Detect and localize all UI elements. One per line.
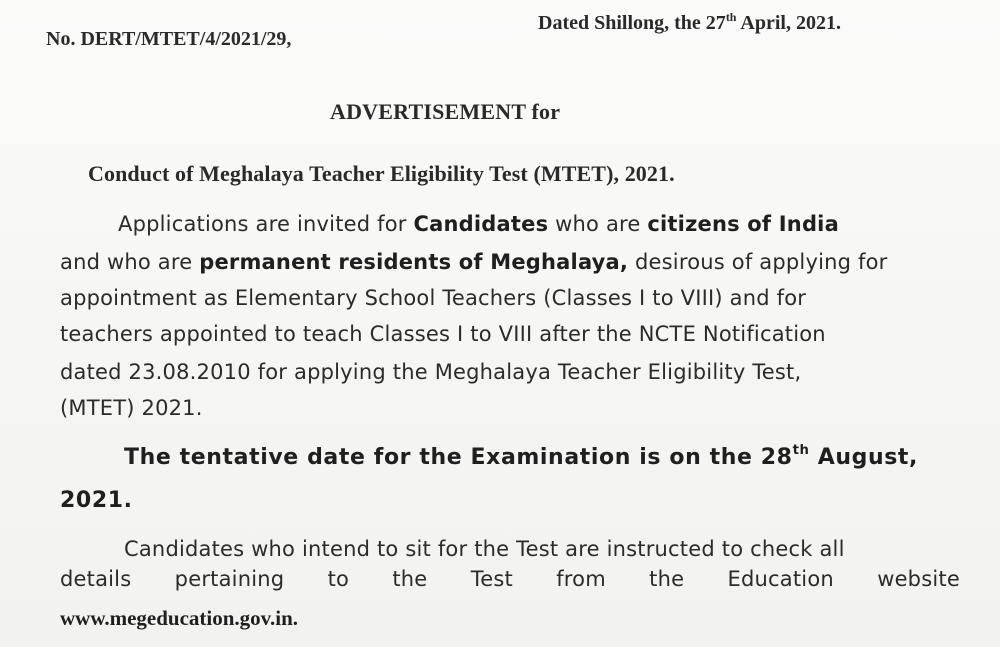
paragraph2-line2 (60, 567, 960, 591)
education-website: www.megeducation.gov.in. (60, 606, 299, 630)
p2-word: to (327, 567, 350, 591)
tentative-date-line2: 2021. (60, 488, 133, 513)
paragraph1-line1 (118, 212, 839, 236)
p1-l2-c: desirous of applying for (628, 250, 888, 274)
tentative-prefix: The tentative date for the Examination is on the 28 (124, 445, 793, 470)
dated-line (538, 12, 841, 35)
reference-number: No. DERT/MTET/4/2021/29, (46, 28, 292, 50)
p1-l1-candidates: Candidates (413, 212, 549, 236)
p1-l1-a: Applications are invited for (118, 212, 414, 236)
paragraph1-line6: (MTET) 2021. (60, 396, 203, 420)
dated-suffix: April, 2021. (736, 12, 841, 34)
paragraph1-line5: dated 23.08.2010 for applying the Meghalaya Teacher Eligibility Test, (60, 360, 802, 384)
p2-word: Education (727, 567, 834, 591)
p2-word: details (60, 567, 132, 591)
p2-word: website (877, 567, 960, 591)
p2-word: the (392, 567, 428, 591)
p2-word: Test (470, 567, 513, 591)
p2-word: the (649, 567, 685, 591)
dated-superscript: th (725, 10, 737, 25)
paragraph1-line2 (60, 250, 888, 274)
advertisement-heading: ADVERTISEMENT for (330, 99, 561, 124)
paragraph1-line4: teachers appointed to teach Classes I to VIII after the NCTE Notification (60, 322, 826, 346)
p1-l2-residents: permanent residents of Meghalaya, (199, 250, 629, 274)
paragraph2-line1: Candidates who intend to sit for the Test are instructed to check all (124, 537, 845, 561)
p1-l1-c: who are (548, 212, 648, 236)
p2-word: from (556, 567, 606, 591)
tentative-date-line1 (124, 445, 918, 470)
p1-l2-a: and who are (60, 250, 200, 274)
tentative-suffix: August, (809, 445, 919, 470)
p1-l1-citizens: citizens of India (647, 212, 839, 236)
advertisement-subheading: Conduct of Meghalaya Teacher Eligibility Test (MTET), 2021. (88, 161, 675, 186)
paragraph1-line3: appointment as Elementary School Teachers (Classes I to VIII) and for (60, 286, 807, 310)
tentative-superscript: th (792, 443, 810, 459)
dated-prefix: Dated Shillong, the 27 (538, 12, 726, 34)
p2-word: pertaining (174, 567, 285, 591)
